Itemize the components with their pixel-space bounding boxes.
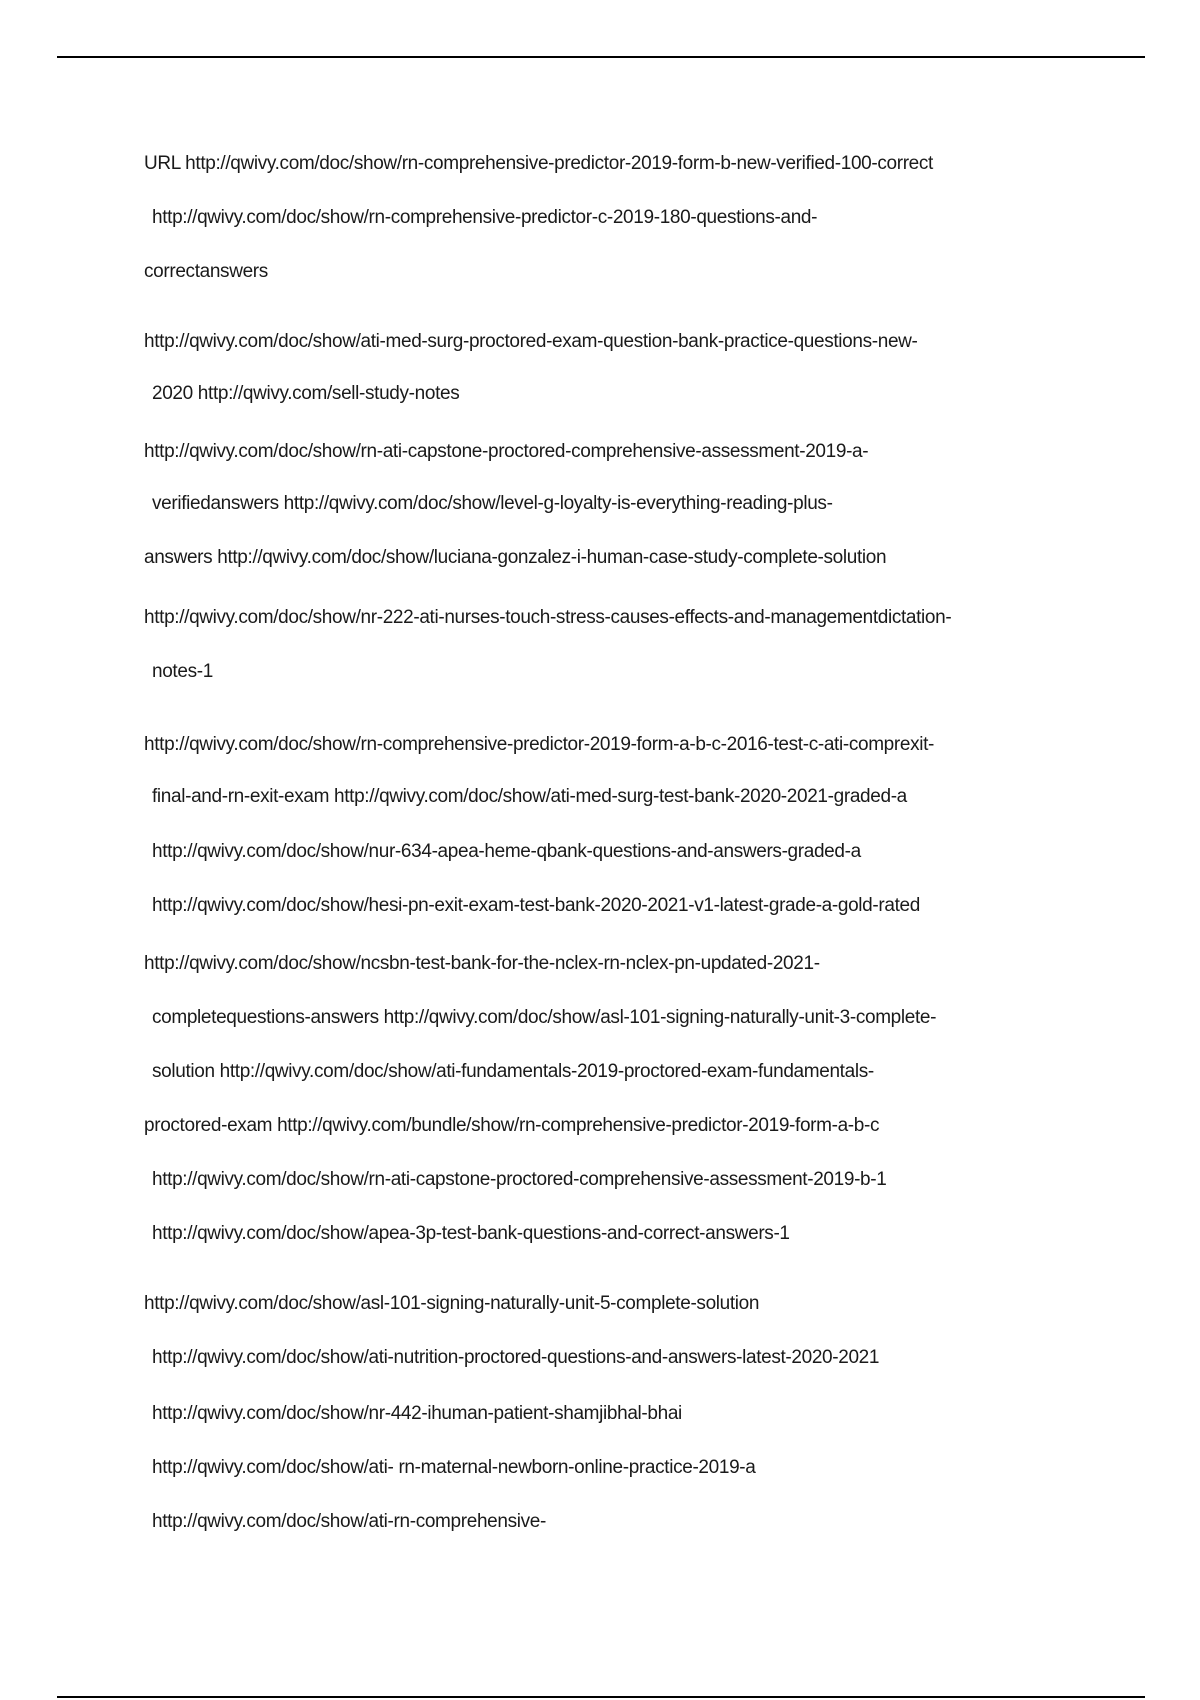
- document-line: http://qwivy.com/doc/show/rn-ati-capstone-proctored-comprehensive-assessment-2019-b-1: [152, 1169, 887, 1190]
- document-line: http://qwivy.com/doc/show/ncsbn-test-bank-for-the-nclex-rn-nclex-pn-updated-2021-: [144, 953, 820, 974]
- document-line: solution http://qwivy.com/doc/show/ati-fundamentals-2019-proctored-exam-fundamentals-: [152, 1061, 874, 1082]
- document-line: 2020 http://qwivy.com/sell-study-notes: [152, 383, 460, 404]
- document-line: http://qwivy.com/doc/show/rn-comprehensive-predictor-c-2019-180-questions-and-: [152, 207, 818, 228]
- document-line: http://qwivy.com/doc/show/ati-med-surg-proctored-exam-question-bank-practice-questions-new-: [144, 331, 918, 352]
- document-line: http://qwivy.com/doc/show/apea-3p-test-bank-questions-and-correct-answers-1: [152, 1223, 790, 1244]
- document-line: final-and-rn-exit-exam http://qwivy.com/doc/show/ati-med-surg-test-bank-2020-2021-graded-a: [152, 786, 907, 807]
- document-line: http://qwivy.com/doc/show/nr-222-ati-nurses-touch-stress-causes-effects-and-managementdictation-: [144, 607, 952, 628]
- document-line: http://qwivy.com/doc/show/hesi-pn-exit-exam-test-bank-2020-2021-v1-latest-grade-a-gold-rated: [152, 895, 920, 916]
- document-line: http://qwivy.com/doc/show/nr-442-ihuman-patient-shamjibhal-bhai: [152, 1403, 682, 1424]
- document-line: http://qwivy.com/doc/show/ati-nutrition-proctored-questions-and-answers-latest-2020-2021: [152, 1347, 880, 1368]
- document-line: URL http://qwivy.com/doc/show/rn-comprehensive-predictor-2019-form-b-new-verified-100-correct: [144, 153, 933, 174]
- document-line: proctored-exam http://qwivy.com/bundle/show/rn-comprehensive-predictor-2019-form-a-b-c: [144, 1115, 880, 1136]
- document-line: http://qwivy.com/doc/show/rn-comprehensive-predictor-2019-form-a-b-c-2016-test-c-ati-comprexit-: [144, 734, 935, 755]
- document-line: http://qwivy.com/doc/show/ati- rn-maternal-newborn-online-practice-2019-a: [152, 1457, 756, 1478]
- top-horizontal-rule: [57, 56, 1145, 58]
- document-line: http://qwivy.com/doc/show/rn-ati-capstone-proctored-comprehensive-assessment-2019-a-: [144, 441, 869, 462]
- document-line: verifiedanswers http://qwivy.com/doc/show/level-g-loyalty-is-everything-reading-plus-: [152, 493, 833, 514]
- document-line: http://qwivy.com/doc/show/asl-101-signing-naturally-unit-5-complete-solution: [144, 1293, 760, 1314]
- document-line: http://qwivy.com/doc/show/nur-634-apea-heme-qbank-questions-and-answers-graded-a: [152, 841, 861, 862]
- document-line: answers http://qwivy.com/doc/show/luciana-gonzalez-i-human-case-study-complete-solution: [144, 547, 887, 568]
- document-line: http://qwivy.com/doc/show/ati-rn-comprehensive-: [152, 1511, 546, 1532]
- bottom-horizontal-rule: [57, 1696, 1145, 1698]
- document-line: notes-1: [152, 661, 213, 682]
- document-line: correctanswers: [144, 261, 268, 282]
- document-line: completequestions-answers http://qwivy.com/doc/show/asl-101-signing-naturally-unit-3-complete-: [152, 1007, 937, 1028]
